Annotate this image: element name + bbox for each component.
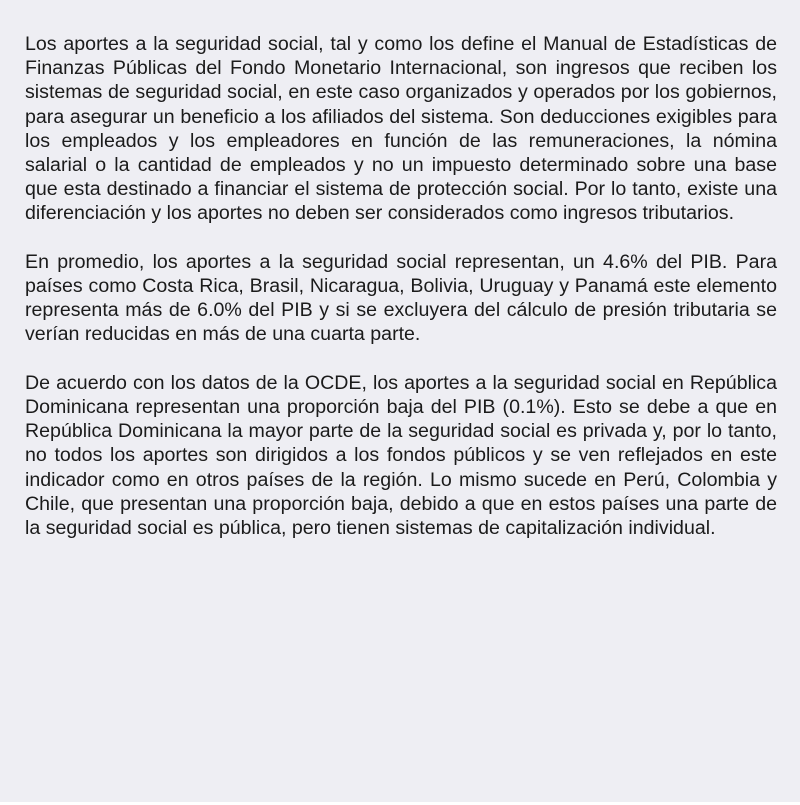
paragraph-definition: Los aportes a la seguridad social, tal y como los define el Manual de Estadísticas de Finanzas Públicas del Fondo Monetario Internacional, son ingresos que reciben los sistemas de seguridad social, en este caso organizados y operados por los gobiernos, para asegurar un beneficio a los afiliados del sistema. Son deducciones exigibles para los empleados y los empleadores en función de las remuneraciones, la nómina salarial o la cantidad de empleados y no un impuesto determinado sobre una base que esta destinado a financiar el sistema de protección social. Por lo tanto, existe una diferenciación y los aportes no deben ser considerados como ingresos tributarios. (25, 33, 777, 225)
paragraph-average: En promedio, los aportes a la seguridad social representan, un 4.6% del PIB. Para países como Costa Rica, Brasil, Nicaragua, Bolivia, Uruguay y Panamá este elemento representa más de 6.0% del PIB y si se excluyera del cálculo de presión tributaria se verían reducidas en más de una cuarta parte. (25, 250, 777, 346)
document-body (25, 32, 777, 540)
paragraph-oecd: De acuerdo con los datos de la OCDE, los aportes a la seguridad social en República Dominicana representan una proporción baja del PIB (0.1%). Esto se debe a que en República Dominicana la mayor parte de la seguridad social es privada y, por lo tanto, no todos los aportes son dirigidos a los fondos públicos y se ven reflejados en este indicador como en otros países de la región. Lo mismo sucede en Perú, Colombia y Chile, que presentan una proporción baja, debido a que en estos países una parte de la seguridad social es pública, pero tienen sistemas de capitalización individual. (25, 371, 777, 540)
